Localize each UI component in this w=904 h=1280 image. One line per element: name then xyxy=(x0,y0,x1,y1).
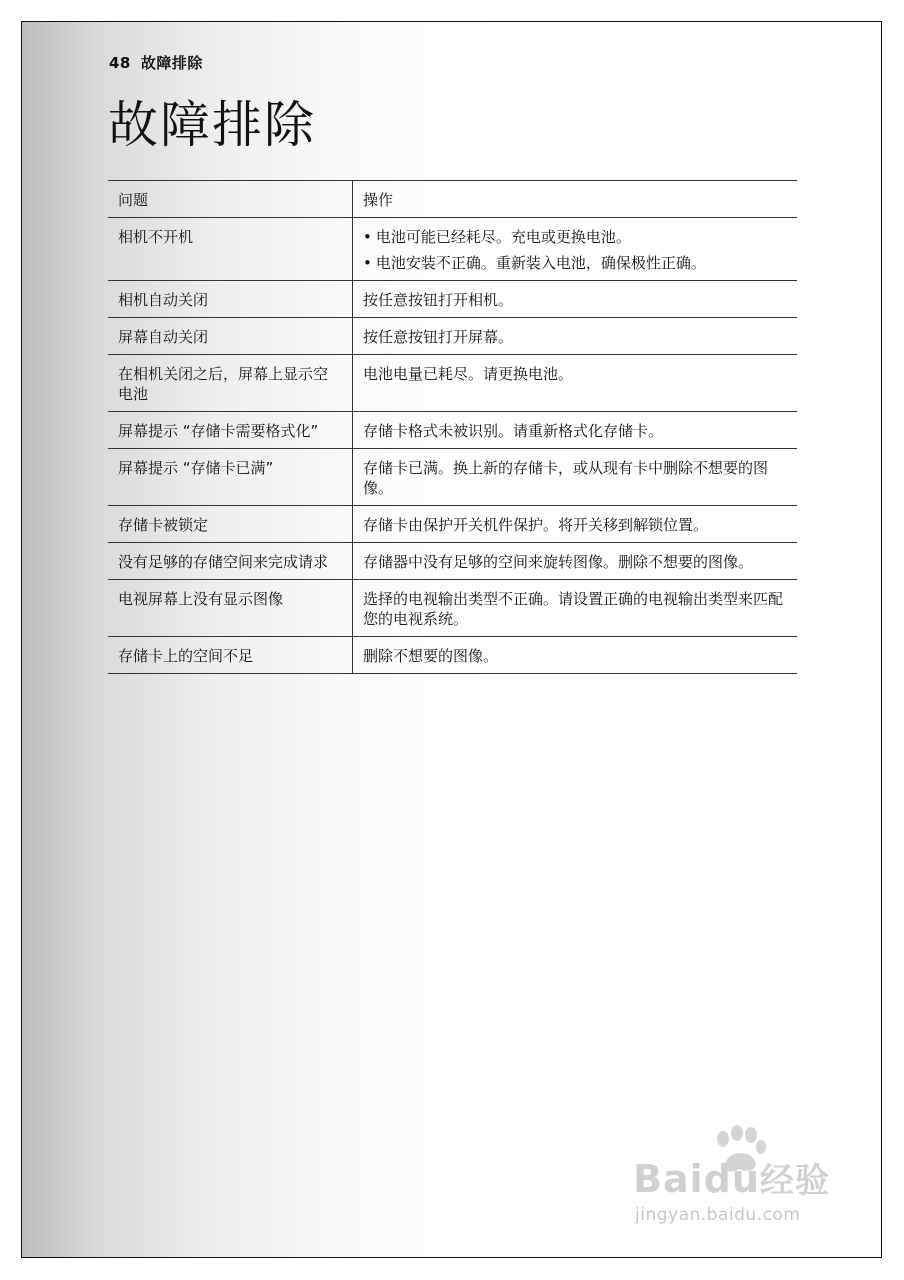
watermark-brand-du: du xyxy=(703,1157,760,1201)
action-cell: 存储卡由保护开关机件保护。将开关移到解锁位置。 xyxy=(353,506,798,543)
action-bullet-text: 电池可能已经耗尽。充电或更换电池。 xyxy=(375,228,631,246)
table-row xyxy=(108,506,797,543)
watermark-brand-cn: 经验 xyxy=(759,1161,830,1201)
table-row xyxy=(108,281,797,318)
action-cell: 存储器中没有足够的空间来旋转图像。删除不想要的图像。 xyxy=(353,543,798,580)
action-cell: 电池电量已耗尽。请更换电池。 xyxy=(353,355,798,412)
watermark-brand-latin: Bai xyxy=(633,1157,704,1201)
action-cell: 存储卡已满。换上新的存储卡，或从现有卡中删除不想要的图像。 xyxy=(353,449,798,506)
table-row xyxy=(108,580,797,637)
watermark-domain: jingyan.baidu.com xyxy=(635,1205,801,1225)
manual-page xyxy=(21,21,882,1258)
problem-cell: 相机自动关闭 xyxy=(108,281,353,318)
action-bullet xyxy=(363,227,787,247)
header-problem: 问题 xyxy=(108,181,353,218)
problem-cell: 存储卡被锁定 xyxy=(108,506,353,543)
problem-cell: 在相机关闭之后，屏幕上显示空电池 xyxy=(108,355,353,412)
action-cell: 按任意按钮打开相机。 xyxy=(353,281,798,318)
action-cell: 删除不想要的图像。 xyxy=(353,637,798,674)
table-row xyxy=(108,543,797,580)
problem-cell: 相机不开机 xyxy=(108,218,353,281)
action-cell: 选择的电视输出类型不正确。请设置正确的电视输出类型来匹配您的电视系统。 xyxy=(353,580,798,637)
baidu-jingyan-watermark xyxy=(633,1125,843,1235)
problem-cell: 屏幕提示 “存储卡需要格式化” xyxy=(108,412,353,449)
table-row xyxy=(108,218,797,281)
problem-cell: 电视屏幕上没有显示图像 xyxy=(108,580,353,637)
troubleshooting-table xyxy=(108,180,797,674)
watermark-brand xyxy=(633,1153,830,1202)
header-action: 操作 xyxy=(353,181,798,218)
action-bullet xyxy=(363,253,787,273)
action-cell: 按任意按钮打开屏幕。 xyxy=(353,318,798,355)
problem-cell: 没有足够的存储空间来完成请求 xyxy=(108,543,353,580)
action-cell xyxy=(353,218,798,281)
table-row xyxy=(108,449,797,506)
action-cell: 存储卡格式未被识别。请重新格式化存储卡。 xyxy=(353,412,798,449)
page-title: 故障排除 xyxy=(108,96,316,154)
running-header xyxy=(109,52,203,73)
problem-cell: 屏幕自动关闭 xyxy=(108,318,353,355)
table-header-row xyxy=(108,181,797,218)
bullet-icon: • xyxy=(363,254,372,272)
header-section-title: 故障排除 xyxy=(140,54,203,72)
page-number: 48 xyxy=(109,54,131,72)
table-row xyxy=(108,355,797,412)
problem-cell: 存储卡上的空间不足 xyxy=(108,637,353,674)
action-bullet-text: 电池安装不正确。重新装入电池，确保极性正确。 xyxy=(375,254,706,272)
bullet-icon: • xyxy=(363,228,372,246)
problem-cell: 屏幕提示 “存储卡已满” xyxy=(108,449,353,506)
table-row xyxy=(108,412,797,449)
table-row xyxy=(108,637,797,674)
table-row xyxy=(108,318,797,355)
